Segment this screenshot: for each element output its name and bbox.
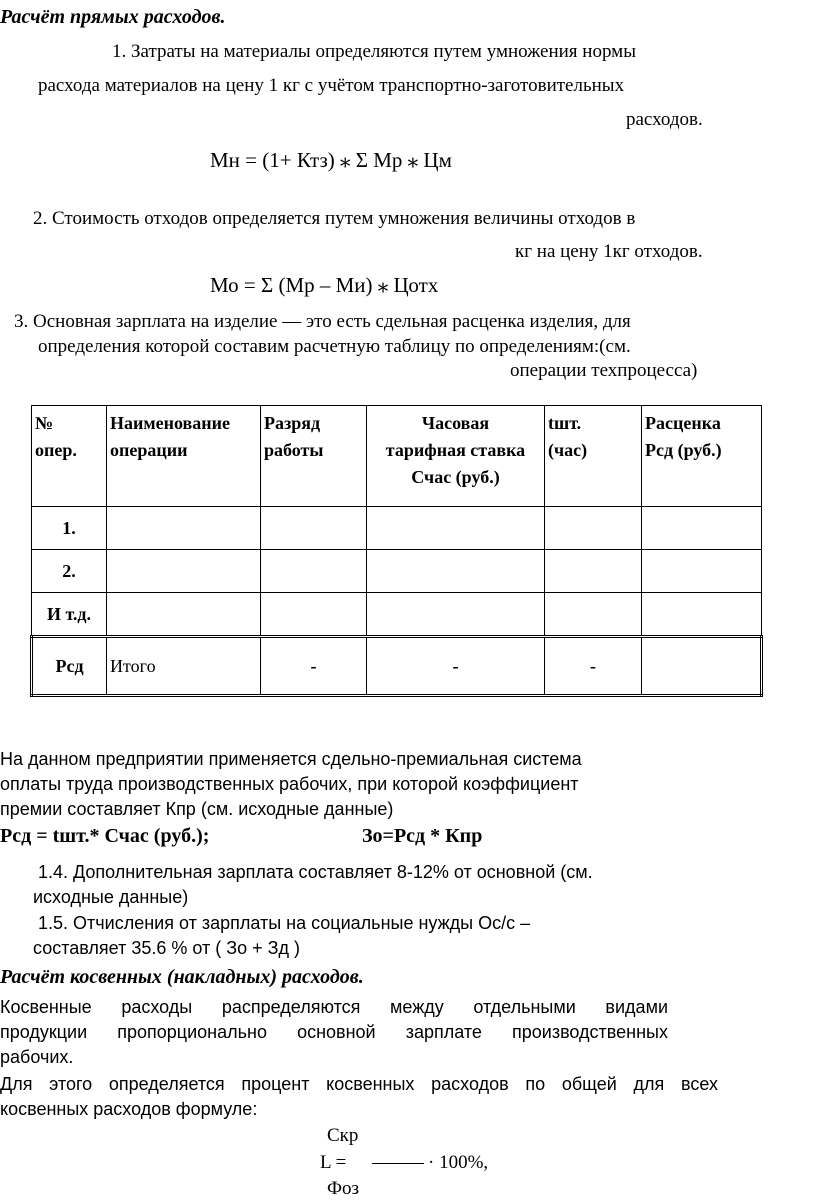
item1-line2: расхода материалов на цену 1 кг с учётом транспортно-заготовительных: [38, 75, 625, 96]
table-row: [32, 550, 762, 593]
header-piece-rate: Расценка Рсд (руб.): [642, 406, 762, 507]
item2-line2: кг на цену 1кг отходов.: [515, 241, 703, 262]
row-number: 1.: [32, 507, 107, 550]
fraction-bar: [372, 1163, 424, 1164]
header-op-name: Наименование операции: [107, 406, 261, 507]
table-header-row: [32, 406, 762, 507]
total-cell-3: -: [261, 637, 367, 696]
total-cell-6: [642, 637, 762, 696]
table-row: [32, 507, 762, 550]
item15-line2: составляет 35.6 % от ( Зо + Зд ): [33, 938, 300, 958]
item3-line1: 3. Основная зарплата на изделие — это есть сдельная расценка изделия, для: [14, 311, 631, 332]
item3-line2: определения которой составим расчетную таблицу по определениям:(см.: [38, 336, 631, 357]
section-heading-direct-costs: Расчёт прямых расходов.: [0, 6, 226, 28]
formula-materials: Мн = (1+ Ктз) ⁎ Σ Мр ⁎ Цм: [210, 148, 452, 172]
indirect-para2-line2: косвенных расходов формуле:: [0, 1099, 258, 1119]
item1-line3: расходов.: [626, 109, 703, 130]
item14-line1: 1.4. Дополнительная зарплата составляет 8-12% от основной (см.: [38, 862, 593, 882]
item3-line3: операции техпроцесса): [510, 360, 698, 381]
total-cell-4: -: [367, 637, 545, 696]
indirect-para1-line3: рабочих.: [0, 1047, 74, 1067]
header-grade: Разряд работы: [261, 406, 367, 507]
fraction-numerator: Скр: [327, 1125, 359, 1146]
formula-waste: Мо = Σ (Мр – Ми) ⁎ Цотх: [210, 273, 439, 297]
formula-base-salary: Зо=Рсд * Кпр: [362, 825, 483, 847]
total-label: Рсд: [32, 637, 107, 696]
table-total-row: [32, 637, 762, 696]
total-name: Итого: [107, 637, 261, 696]
premium-line1: На данном предприятии применяется сдельно-премиальная система: [0, 749, 582, 769]
item2-line1: 2. Стоимость отходов определяется путем умножения величины отходов в: [33, 208, 636, 229]
premium-line3: премии составляет Кпр (см. исходные данные): [0, 799, 394, 819]
indirect-para1-line2: продукции пропорционально основной зарплате производственных: [0, 1022, 668, 1042]
formula-piece-rate: Рсд = tшт.* Счас (руб.);: [0, 825, 210, 847]
section-heading-indirect-costs: Расчёт косвенных (накладных) расходов.: [0, 966, 364, 988]
item1-line1: 1. Затраты на материалы определяются путем умножения нормы: [112, 41, 636, 62]
header-op-number: № опер.: [32, 406, 107, 507]
item15-line1: 1.5. Отчисления от зарплаты на социальные нужды Ос/с –: [38, 913, 531, 933]
indirect-para2-line1: Для этого определяется процент косвенных расходов по общей для всех: [0, 1074, 718, 1094]
item14-line2: исходные данные): [33, 887, 189, 907]
fraction-lhs: L =: [320, 1152, 347, 1173]
table-row: [32, 593, 762, 637]
total-cell-5: -: [545, 637, 642, 696]
indirect-para1-line1: Косвенные расходы распределяются между отдельными видами: [0, 997, 668, 1017]
row-number: 2.: [32, 550, 107, 593]
fraction-denominator: Фоз: [327, 1178, 360, 1199]
row-number: И т.д.: [32, 593, 107, 637]
premium-line2: оплаты труда производственных рабочих, при которой коэффициент: [0, 774, 579, 794]
header-piece-time: tшт. (час): [545, 406, 642, 507]
rate-calculation-table: [30, 405, 763, 697]
fraction-rhs: · 100%,: [428, 1152, 489, 1173]
header-hourly-rate: Часовая тарифная ставка Счас (руб.): [367, 406, 545, 507]
